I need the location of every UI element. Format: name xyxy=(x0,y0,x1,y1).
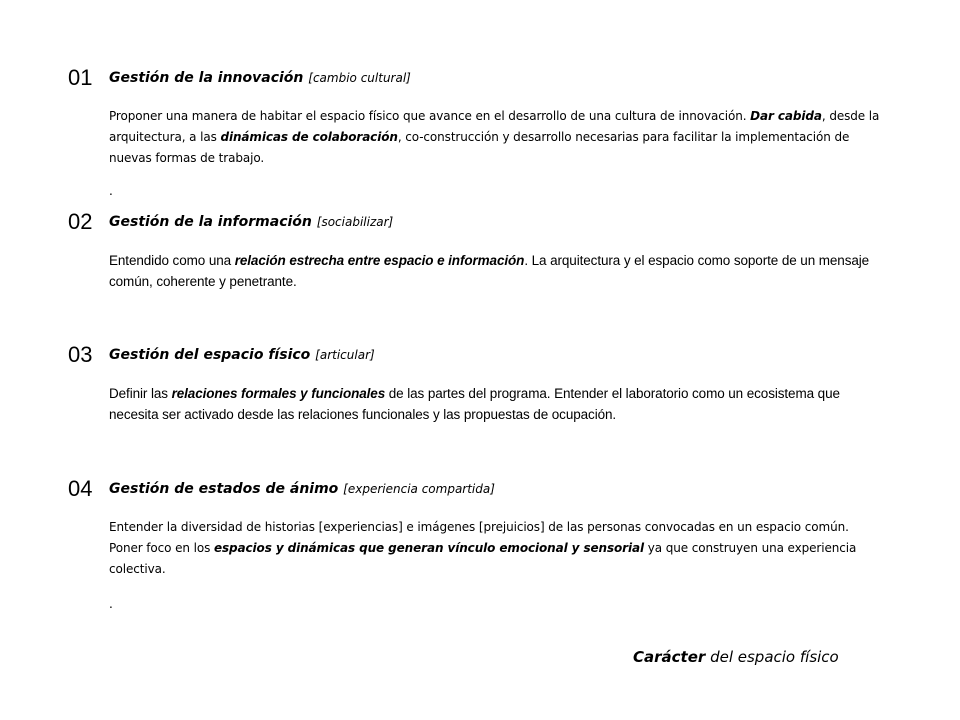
section-tag: [articular] xyxy=(315,348,375,362)
body-emphasis: relaciones formales y funcionales xyxy=(171,386,386,401)
body-text: , desde la arquitectura, a las xyxy=(109,109,880,144)
section-title xyxy=(109,68,411,88)
section-tag: [cambio cultural] xyxy=(308,71,411,85)
section-number: 02 xyxy=(68,209,93,234)
section-number: 04 xyxy=(68,476,93,501)
section-tag: [sociabilizar] xyxy=(316,215,394,229)
section-title-text: Gestión del espacio físico xyxy=(109,347,311,363)
section-title-text: Gestión de la información xyxy=(109,214,312,230)
section-body xyxy=(109,517,884,580)
body-text: ya que construyen una experiencia colectiva. xyxy=(109,541,857,576)
body-text: Entendido como una xyxy=(109,253,235,268)
slide-caption xyxy=(633,648,839,666)
section-title-text: Gestión de la innovación xyxy=(109,70,304,86)
section-tag: [experiencia compartida] xyxy=(343,482,495,496)
section-title xyxy=(109,212,393,232)
section-title-text: Gestión de estados de ánimo xyxy=(109,481,339,497)
body-emphasis: relación estrecha entre espacio e información xyxy=(234,253,525,268)
body-text: de las partes del programa. Entender el laboratorio como un ecosistema que necesita ser activado desde las relaciones funcionales y las propuestas de ocupación. xyxy=(109,386,840,422)
section-title xyxy=(109,479,495,499)
body-text: . La arquitectura y el espacio como soporte de un mensaje común, coherente y penetrante. xyxy=(109,253,870,289)
caption-text: del espacio físico xyxy=(705,648,839,666)
section-title xyxy=(109,345,375,365)
body-emphasis: espacios y dinámicas que generan vínculo emocional y sensorial xyxy=(213,541,645,555)
section-number: 01 xyxy=(68,65,93,90)
section-dot: . xyxy=(109,597,113,611)
section-number: 03 xyxy=(68,342,93,367)
section-dot: . xyxy=(109,184,113,198)
body-text: Entender la diversidad de historias [experiencias] e imágenes [prejuicios] de las personas convocadas en un espacio común. Poner foco en los xyxy=(109,520,849,555)
body-emphasis: dinámicas de colaboración xyxy=(220,130,398,144)
caption-bold: Carácter xyxy=(633,648,706,666)
body-text: Proponer una manera de habitar el espacio físico que avance en el desarrollo de una cultura de innovación. xyxy=(109,109,751,123)
body-text: , co-construcción y desarrollo necesarias para facilitar la implementación de nuevas formas de trabajo. xyxy=(109,130,850,165)
section-body xyxy=(109,250,884,292)
section-body xyxy=(109,106,884,169)
section-body xyxy=(109,383,884,425)
body-emphasis: Dar cabida xyxy=(750,109,822,123)
body-text: Definir las xyxy=(109,386,172,401)
